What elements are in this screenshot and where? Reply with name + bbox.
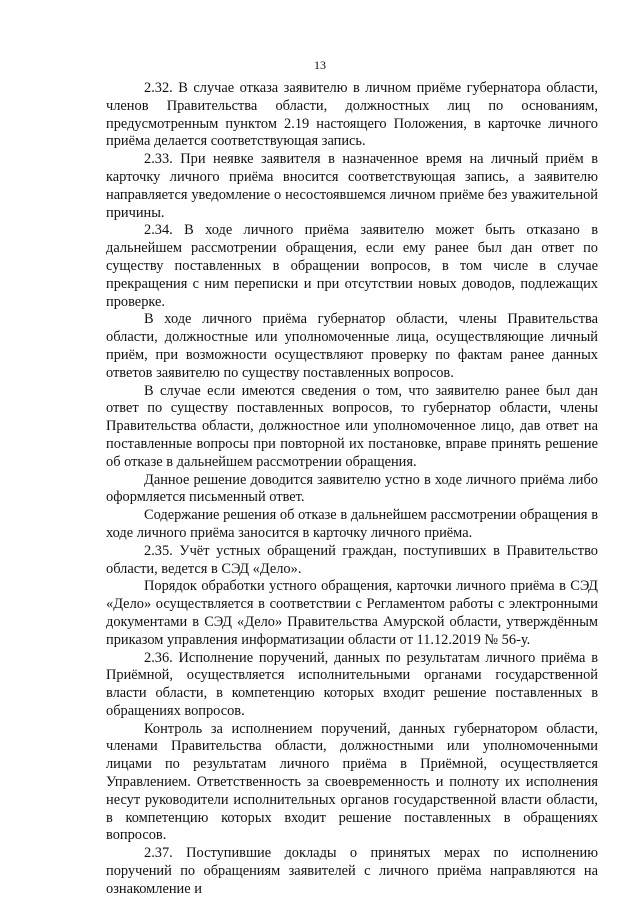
paragraph-2-33: 2.33. При неявке заявителя в назначенное время на личный приём в карточку личного приёма вносится соответствующая запись, а заявителю направляется уведомление о несостоявшемся личном приёме без уважительной причины. xyxy=(106,151,598,221)
paragraph-2-32: 2.32. В случае отказа заявителю в личном приёме губернатора области, членов Правительства области, должностных лиц по основаниям, предусмотренным пунктом 2.19 настоящего Положения, в карточке личного приёма делается соответствующая запись. xyxy=(106,80,598,150)
page-number: 13 xyxy=(314,58,326,72)
paragraph-2-36: 2.36. Исполнение поручений, данных по результатам личного приёма в Приёмной, осуществляется исполнительными органами государственной власти области, в компетенцию которых входит решение поставленных в обращениях вопросов. xyxy=(106,649,598,719)
document-body xyxy=(106,80,598,899)
paragraph-2-35: 2.35. Учёт устных обращений граждан, поступивших в Правительство области, ведется в СЭД «Дело». xyxy=(106,542,598,577)
paragraph-2-34-verification: В ходе личного приёма губернатор области, члены Правительства области, должностные или уполномоченные лица, осуществляющие личный приём, при возможности осуществляют проверку по фактам ранее данных ответов заявителю по существу поставленных вопросов. xyxy=(106,311,598,381)
paragraph-2-34-repeat-question: В случае если имеются сведения о том, что заявителю ранее был дан ответ по существу поставленных вопросов, то губернатор области, члены Правительства области, должностное или уполномоченное лицо, дав ответ на поставленные вопросы при повторной их постановке, вправе принять решение об отказе в дальнейшем рассмотрении обращения. xyxy=(106,382,598,470)
paragraph-2-37: 2.37. Поступившие доклады о принятых мерах по исполнению поручений по обращениям заявителей с личного приёма направляются на ознакомление и xyxy=(106,845,598,897)
paragraph-2-34: 2.34. В ходе личного приёма заявителю может быть отказано в дальнейшем рассмотрении обращения, если ему ранее был дан ответ по существу поставленных в обращении вопросов, в том числе в случае прекращения с ним переписки и при отсутствии новых доводов, подлежащих проверке. xyxy=(106,222,598,310)
paragraph-2-36-control: Контроль за исполнением поручений, данных губернатором области, членами Правительства области, должностными или уполномоченными лицами по результатам личного приёма в Приёмной, осуществляется Управлением. Ответственность за своевременность и полноту их исполнения несут руководители исполнительных органов государственной власти области, в компетенцию которых входит решение поставленных в обращениях вопросов. xyxy=(106,720,598,844)
paragraph-2-34-decision-record: Содержание решения об отказе в дальнейшем рассмотрении обращения в ходе личного приёма заносится в карточку личного приёма. xyxy=(106,507,598,541)
paragraph-2-34-decision-notice: Данное решение доводится заявителю устно в ходе личного приёма либо оформляется письменный ответ. xyxy=(106,471,598,506)
paragraph-2-35-processing-order: Порядок обработки устного обращения, карточки личного приёма в СЭД «Дело» осуществляется в соответствии с Регламентом работы с электронными документами в СЭД «Дело» Правительства Амурской области, утверждённым приказом управления информатизации области от 11.12.2019 № 56-у. xyxy=(106,578,598,648)
